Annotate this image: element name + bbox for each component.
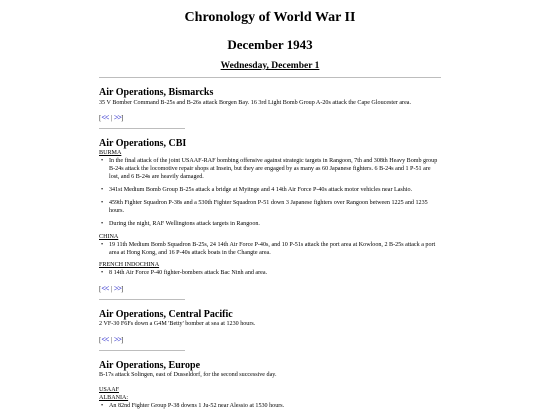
nav-next-link[interactable]: >> [113,284,121,294]
nav-close-bracket: ] [121,284,124,293]
nav-prev-link[interactable]: << [101,284,109,294]
subheading-burma: BURMA [99,150,122,157]
nav-separator: | [110,284,112,293]
section-nav [99,284,441,294]
section-body: 35 V Bomber Command B-25s and B-26s attack Borgen Bay. 16 3rd Light Bomb Group A-20s attack the Cape Gloucester area. [99,99,412,106]
nav-next-link[interactable]: >> [113,113,121,123]
header-divider [99,77,441,78]
section-title: Air Operations, Bismarcks [99,87,214,98]
chronology-content [99,87,441,411]
burma-list [99,158,441,228]
section-nav [99,113,441,123]
list-item: • 341st Medium Bomb Group B-25s attack a bridge at Myitnge and 4 14th Air Force P-40s attack motor vehicles near Lashio. [99,187,441,195]
section-cbi [99,138,441,300]
nav-open-bracket: [ [99,114,102,123]
section-divider [99,128,185,129]
section-body: 2 VF-30 F6Fs down a G4M 'Betty' bomber at sea at 1230 hours. [99,321,256,328]
day-heading: Wednesday, December 1 [220,61,320,71]
section-divider [99,299,185,300]
nav-close-bracket: ] [121,335,124,344]
section-bismarcks [99,87,441,129]
china-list [99,242,441,258]
nav-prev-link[interactable]: << [101,113,109,123]
list-item: • 459th Fighter Squadron P-38s and a 530th Fighter Squadron P-51 down 3 Japanese fighters over Rangoon between 1225 and 1235 hours. [99,200,441,216]
nav-next-link[interactable]: >> [113,335,121,345]
section-divider [99,350,185,351]
section-central-pacific [99,309,441,351]
nav-separator: | [110,335,112,344]
nav-open-bracket: [ [99,335,102,344]
section-body: B-17s attack Solingen, east of Dusseldorf, for the second successive day. [99,372,277,378]
nav-open-bracket: [ [99,284,102,293]
subheading-usaaf: USAAF [99,386,119,393]
section-title: Air Operations, Central Pacific [99,308,233,320]
subheading-albania: ALBANIA: [99,394,129,401]
list-item: • 19 11th Medium Bomb Squadron B-25s, 24 14th Air Force P-40s, and 10 P-51s attack the port area at Kowloon, 2 B-25s attack a port area at Hong Kong, and 16 P-40s attack boats in the Changte area. [99,242,441,258]
nav-prev-link[interactable]: << [101,335,109,345]
list-item: • In the final attack of the joint USAAF-RAF bombing offensive against strategic targets in Rangoon, 7th and 308th Heavy Bomb group B-24s attack the locomotive repair shops at Insein, but they are engaged by as many as 60 Japanese fighters. 6 B-24s and 1 P-51 are lost, and 6 B-24s are heavily damaged. [99,158,441,182]
nav-close-bracket: ] [121,114,124,123]
section-title: Air Operations, Europe [99,359,201,371]
subheading-french-indochina: FRENCH INDOCHINA [99,262,160,269]
albania-list [99,403,441,411]
list-item: • 8 14th Air Force P-40 fighter-bombers attack Bac Ninh and area. [99,270,441,278]
month-heading: December 1943 [227,37,313,52]
list-item: • An 82nd Fighter Group P-38 downs 1 Ju-52 near Alessio at 1530 hours. [99,403,441,411]
indochina-list [99,270,441,278]
subheading-china: CHINA [99,233,119,240]
section-nav [99,335,441,345]
list-item: • During the night, RAF Wellingtons attack targets in Rangoon. [99,221,441,229]
section-europe [99,360,441,411]
page-title: Chronology of World War II [184,10,356,25]
nav-separator: | [110,114,112,123]
section-title: Air Operations, CBI [99,137,187,149]
